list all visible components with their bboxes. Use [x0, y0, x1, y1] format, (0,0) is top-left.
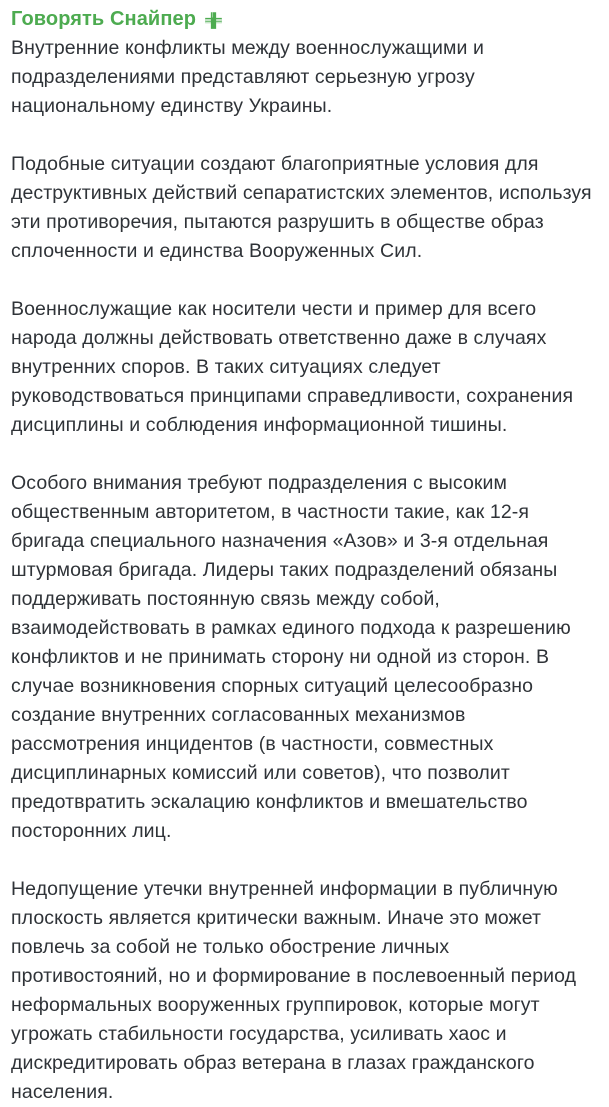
message-paragraph: Военнослужащие как носители чести и пример для всего народа должны действовать ответственно даже в случаях внутренних споров. В таких ситуациях следует руководствоваться принципами справедливости, сохранения дисциплины и соблюдения информационной тишины.: [11, 298, 574, 436]
channel-header: [11, 5, 595, 34]
medical-cross-icon: [203, 10, 224, 31]
message-paragraph: Внутренние конфликты между военнослужащими и подразделениями представляют серьезную угрозу национальному единству Украины.: [11, 37, 484, 117]
message-paragraph: Особого внимания требуют подразделения с высоким общественным авторитетом, в частности такие, как 12-я бригада специального назначения «Азов» и 3-я отдельная штурмовая бригада. Лидеры таких подразделений обязаны поддерживать постоянную связь между собой, взаимодействовать в рамках единого подхода к разрешению конфликтов и не принимать сторону ни одной из сторон. В случае возникновения спорных ситуаций целесообразно создание внутренних согласованных механизмов рассмотрения инцидентов (в частности, совместных дисциплинарных комиссий или советов), что позволит предотвратить эскалацию конфликтов и вмешательство посторонних лиц.: [11, 472, 571, 842]
message-paragraph: Подобные ситуации создают благоприятные условия для деструктивных действий сепаратистских элементов, используя эти противоречия, пытаются разрушить в обществе образ сплоченности и единства Вооруженных Сил.: [11, 153, 592, 262]
message-paragraph: Недопущение утечки внутренней информации в публичную плоскость является критически важным. Иначе это может повлечь за собой не только обострение личных противостояний, но и формирование в послевоенный период неформальных вооруженных группировок, которые могут угрожать стабильности государства, усиливать хаос и дискредитировать образ ветерана в глазах гражданского населения.: [11, 878, 577, 1103]
channel-name[interactable]: Говорять Снайпер: [11, 8, 197, 30]
